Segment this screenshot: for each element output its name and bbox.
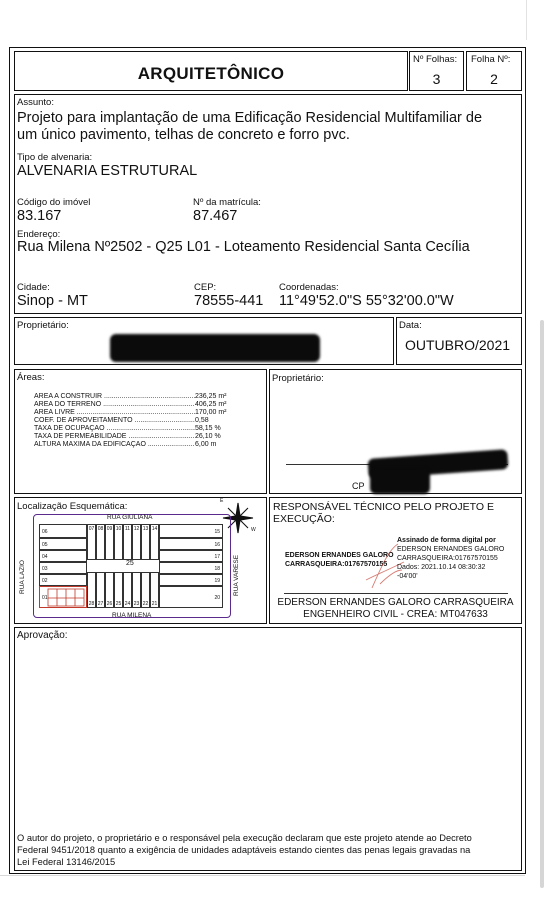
cep-value: 78555-441 [194, 293, 264, 309]
area-row [34, 433, 259, 441]
location-box [14, 497, 267, 624]
lot-27: 27 [96, 572, 105, 608]
approval-note-line1: O autor do projeto, o proprietário e o responsável pela execução declaram que este projeto atende ao Decreto [17, 833, 472, 843]
lot-16: 16 [159, 538, 223, 550]
street-bottom: RUA MILENA [112, 612, 152, 619]
document-title: ARQUITETÔNICO [137, 64, 285, 83]
cidade-label: Cidade: [17, 282, 50, 293]
folha-value: 2 [490, 71, 498, 87]
approval-box [14, 627, 522, 871]
lot-04: 04 [39, 550, 87, 562]
lot-08: 08 [96, 524, 105, 560]
lot-06: 06 [39, 524, 87, 538]
street-left: RUA LAZIO [19, 560, 26, 594]
sig-info-line4: Dados: 2021.10.14 08:30:32 [397, 564, 486, 571]
lot-26: 26 [105, 572, 114, 608]
folhas-box [409, 51, 464, 91]
data-box [396, 317, 522, 365]
sig-info-line3: CARRASQUEIRA:01767570155 [397, 555, 498, 562]
matricula-label: Nº da matrícula: [193, 197, 261, 208]
matricula-value: 87.467 [193, 208, 238, 224]
area-row-label: TAXA DE OCUPAÇÃO ..... [34, 425, 195, 433]
owner-signature-box [269, 369, 522, 494]
area-row [34, 441, 259, 449]
data-label: Data: [399, 320, 422, 331]
coord-label: Coordenadas: [279, 282, 339, 293]
cidade-value: Sinop - MT [17, 293, 88, 309]
sig-name-line1: EDERSON ERNANDES GALORO [285, 552, 394, 559]
area-row [34, 393, 259, 401]
area-row-value: 170,00 m² [195, 409, 227, 416]
owner-signature-label: Proprietário: [272, 373, 324, 384]
codigo-label: Código do imóvel [17, 197, 91, 208]
lot-22: 22 [141, 572, 150, 608]
page-bottom-line [0, 875, 525, 876]
title-box [14, 51, 408, 91]
assunto-line1: Projeto para implantação de uma Edificação Residencial Multifamiliar de [17, 110, 483, 126]
areas-label: Áreas: [17, 372, 45, 383]
street-top: RUA GIULIANA [107, 514, 153, 521]
redacted-signature-tail [370, 468, 430, 494]
scrollbar[interactable] [540, 320, 544, 888]
codigo-value: 83.167 [17, 208, 62, 224]
area-row-label: TAXA DE PERMEABILIDADE ..... [34, 433, 195, 441]
area-row-label: ÁREA DO TERRENO ..... [34, 401, 195, 409]
approval-note-line3: Lei Federal 13146/2015 [17, 857, 116, 867]
area-row-label: ÁREA LIVRE ..... [34, 409, 195, 417]
area-row-value: 6,00 m [195, 441, 217, 448]
area-row-label: ÁREA A CONSTRUIR ..... [34, 393, 195, 401]
sig-info-line2: EDERSON ERNANDES GALORO [397, 546, 505, 553]
lot-11: 11 [123, 524, 132, 560]
area-row [34, 425, 259, 433]
endereco-label: Endereço: [17, 229, 61, 240]
lot-03: 03 [39, 562, 87, 574]
approval-note-line2: Federal 9451/2018 quanto a exigência de unidades adaptáveis estando cientes das penas legais gravadas na [17, 845, 471, 855]
assunto-line2: um único pavimento, telhas de concreto e forro pvc. [17, 127, 350, 143]
lot-15: 15 [159, 524, 223, 538]
lot-23: 23 [132, 572, 141, 608]
sig-info-line1: Assinado de forma digital por [397, 537, 496, 544]
lot-28: 28 [87, 572, 96, 608]
area-row [34, 417, 259, 425]
responsible-box [269, 497, 522, 624]
lot-12: 12 [132, 524, 141, 560]
areas-box [14, 369, 267, 494]
responsible-crea: ENGENHEIRO CIVIL - CREA: MT047633 [303, 609, 488, 620]
proprietario-box [14, 317, 394, 365]
lot-18: 18 [159, 562, 223, 574]
compass-label-w: W [251, 527, 256, 533]
lot-07: 07 [87, 524, 96, 560]
lot-19: 19 [159, 574, 223, 586]
folha-box [466, 51, 522, 91]
lot-01-hatch-icon [47, 586, 87, 608]
area-row-value: 26,10 % [195, 433, 221, 440]
page-edge-line [526, 0, 527, 40]
lot-13: 13 [141, 524, 150, 560]
endereco-value: Rua Milena Nº2502 - Q25 L01 - Loteamento Residencial Santa Cecília [17, 239, 470, 255]
areas-list [34, 393, 259, 449]
sig-info-line5: -04'00' [397, 573, 418, 580]
alvenaria-value: ALVENARIA ESTRUTURAL [17, 163, 198, 179]
area-row [34, 401, 259, 409]
proprietario-label: Proprietário: [17, 320, 69, 331]
area-row-value: 236,25 m² [195, 393, 227, 400]
area-row-value: 0,58 [195, 417, 209, 424]
sig-name-line2: CARRASQUEIRA:01767570155 [285, 561, 388, 568]
compass-label-e: E [220, 498, 224, 504]
block-number: 25 [126, 560, 134, 567]
area-row-value: 58,15 % [195, 425, 221, 432]
area-row-label: ALTURA MÁXIMA DA EDIFICAÇÃO ..... [34, 441, 195, 449]
signature-partial-text: CP [352, 481, 365, 491]
lot-02: 02 [39, 574, 87, 586]
area-row-value: 406,25 m² [195, 401, 227, 408]
responsible-signature-line [284, 593, 508, 594]
lot-25: 25 [114, 572, 123, 608]
area-row-label: COEF. DE APROVEITAMENTO ..... [34, 417, 195, 425]
lot-14: 14 [150, 524, 159, 560]
lot-05: 05 [39, 538, 87, 550]
folha-label: Folha Nº: [471, 54, 511, 65]
approval-label: Aprovação: [17, 630, 68, 641]
responsible-label: RESPONSÁVEL TÉCNICO PELO PROJETO E EXECUÇÃO: [273, 501, 494, 525]
responsible-name: EDERSON ERNANDES GALORO CARRASQUEIRA [277, 597, 514, 608]
alvenaria-label: Tipo de alvenaria: [17, 152, 93, 163]
location-label: Localização Esquemática: [17, 501, 128, 512]
area-row [34, 409, 259, 417]
cep-label: CEP: [194, 282, 217, 293]
lot-21: 21 [150, 572, 159, 608]
redacted-owner-name [110, 334, 320, 362]
lot-24: 24 [123, 572, 132, 608]
lot-01-highlighted: 01 [39, 586, 87, 608]
info-box [14, 94, 522, 314]
lot-10: 10 [114, 524, 123, 560]
coord-value: 11°49'52.0"S 55°32'00.0"W [279, 293, 454, 309]
lot-09: 09 [105, 524, 114, 560]
street-right: RUA VARESE [233, 554, 240, 596]
folhas-label: Nº Folhas: [413, 54, 458, 65]
assunto-label: Assunto: [17, 97, 54, 108]
folhas-value: 3 [432, 71, 441, 87]
data-value: OUTUBRO/2021 [405, 337, 511, 353]
lot-20: 20 [159, 586, 223, 608]
lot-17: 17 [159, 550, 223, 562]
